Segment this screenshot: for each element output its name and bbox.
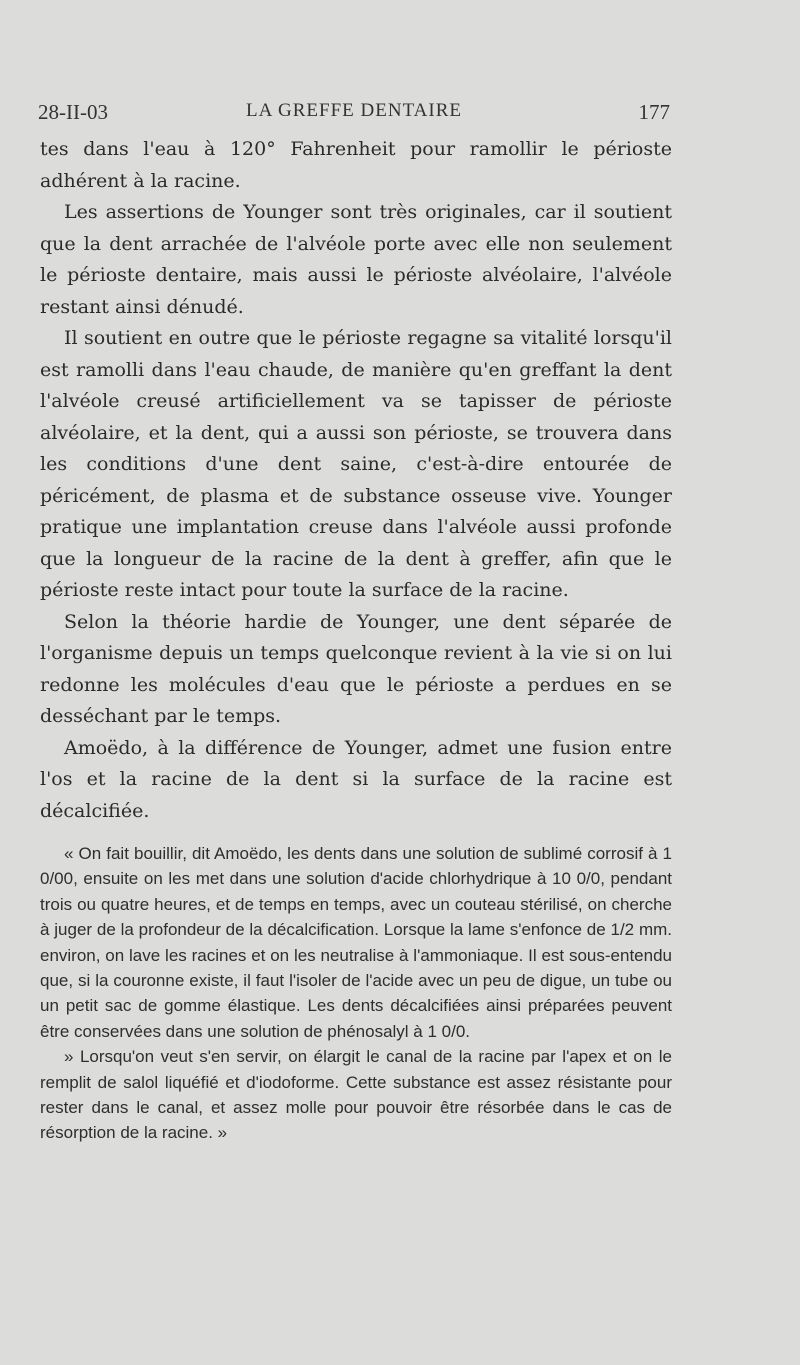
quote-paragraph: » Lorsqu'on veut s'en servir, on élargit le canal de la racine par l'apex et on le remplit de salol liquéfié et d'iodoforme. Cette substance est assez résistante pour rester dans le canal, et assez molle pour pouvoir être résorbée dans le cas de résorption de la racine. » xyxy=(40,1047,672,1143)
quote-paragraph: « On fait bouillir, dit Amoëdo, les dents dans une solution de sublimé corrosif à 1 0/00, ensuite on les met dans une solution d'acide chlorhydrique à 10 0/0, pendant trois ou quatre heures, et de temps en temps, avec un couteau stérilisé, on cherche à juger de la profondeur de la décalcification. Lorsque la lame s'enfonce de 1/2 mm. environ, on lave les racines et on les neutralise à l'ammoniaque. Il est sous-entendu que, si la couronne existe, il faut l'isoler de l'acide avec un peu de digue, un tube ou un petit sac de gomme élastique. Les dents décalcifiées ainsi préparées peuvent être conservées dans une solution de phénosalyl à 1 0/0. xyxy=(40,844,672,1041)
quoted-passage xyxy=(40,841,672,1146)
paragraph: Les assertions de Younger sont très originales, car il soutient que la dent arrachée de l'alvéole porte avec elle non seulement le périoste dentaire, mais aussi le périoste alvéolaire, l'alvéole restant ainsi dénudé. xyxy=(40,201,672,318)
paragraph: Amoëdo, à la différence de Younger, admet une fusion entre l'os et la racine de la dent si la surface de la racine est décalcifiée. xyxy=(40,736,672,822)
main-text xyxy=(40,134,672,827)
paragraph: Il soutient en outre que le périoste regagne sa vitalité lorsqu'il est ramolli dans l'eau chaude, de manière qu'en greffant la dent l'alvéole creusé artificiellement va se tapisser de périoste alvéolaire, et la dent, qui a aussi son périoste, se trouvera dans les conditions d'une dent saine, c'est-à-dire entourée de péricément, de plasma et de substance osseuse vive. Younger pratique une implantation creuse dans l'alvéole aussi profonde que la longueur de la racine de la dent à greffer, afin que le périoste reste intact pour toute la surface de la racine. xyxy=(40,327,672,601)
paragraph: tes dans l'eau à 120° Fahrenheit pour ramollir le périoste adhérent à la racine. xyxy=(40,138,672,192)
paragraph: Selon la théorie hardie de Younger, une dent séparée de l'organisme depuis un temps quelconque revient à la vie si on lui redonne les molécules d'eau que le périoste a perdues en se desséchant par le temps. xyxy=(40,610,672,727)
running-title: LA GREFFE DENTAIRE xyxy=(246,100,462,121)
page-number: 177 xyxy=(638,100,670,124)
running-header xyxy=(38,100,670,130)
header-date: 28-II-03 xyxy=(38,100,108,124)
